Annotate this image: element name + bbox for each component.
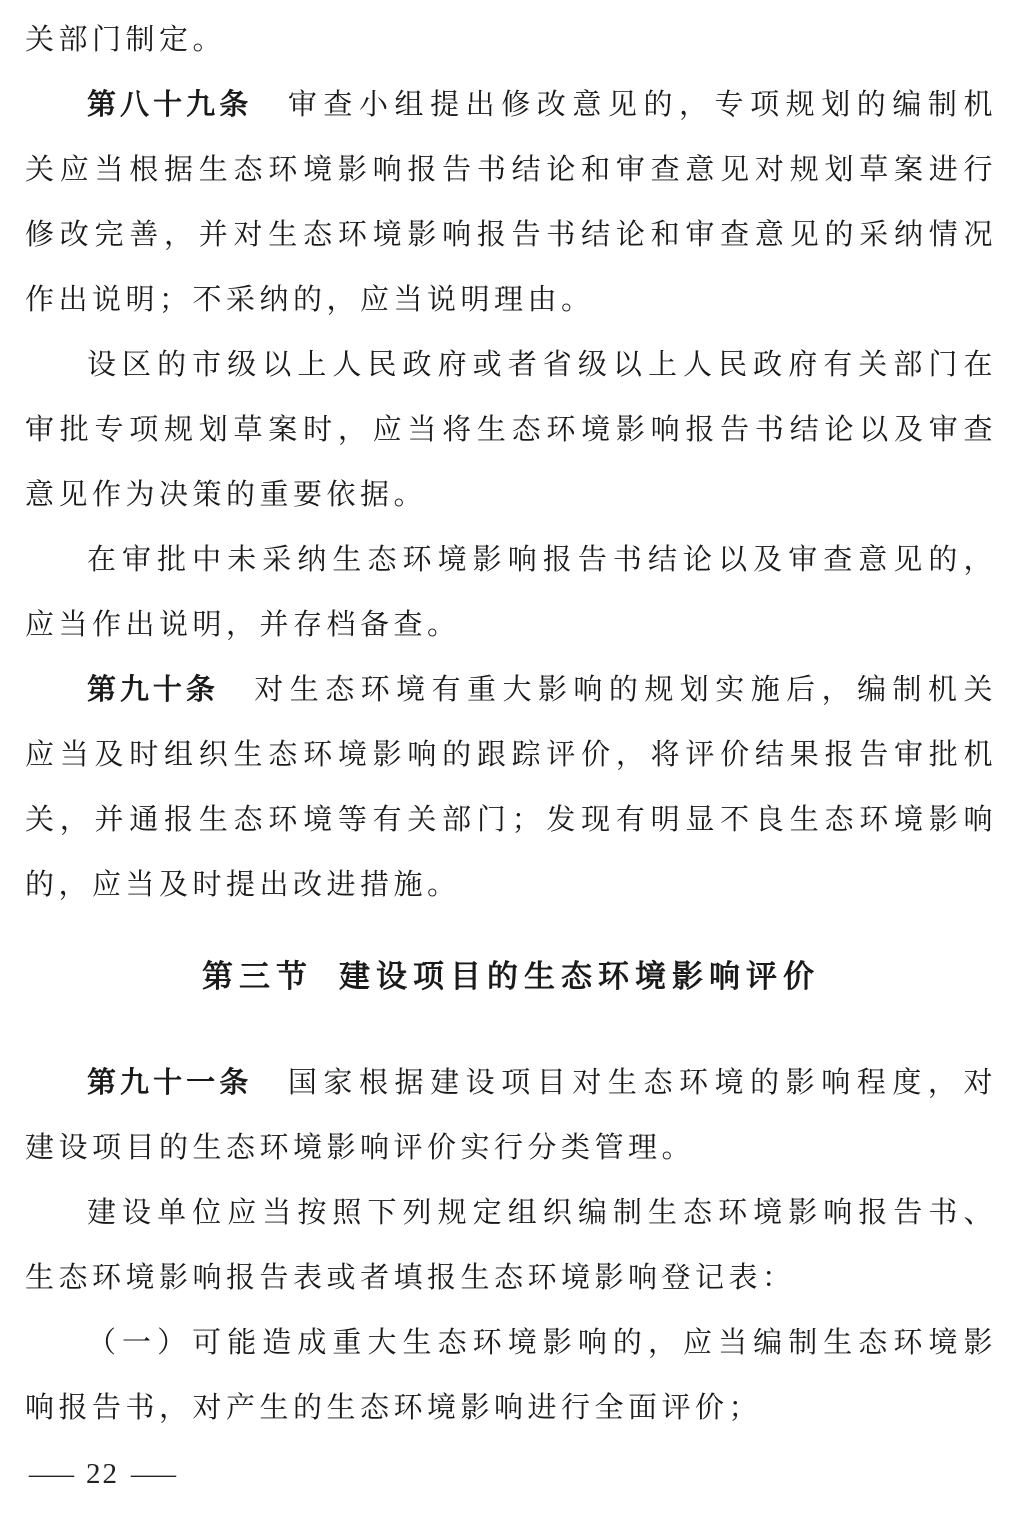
section-heading — [25, 944, 997, 1009]
text-line — [25, 658, 997, 723]
line-text: 在审批中未采纳生态环境影响报告书结论以及审查意见的， — [87, 544, 997, 576]
text-line — [25, 1246, 997, 1311]
page-footer — [0, 1455, 1024, 1493]
text-line — [25, 853, 997, 918]
vertical-spacer — [25, 1009, 997, 1051]
text-line — [25, 138, 997, 203]
footer-dash-left: — — [29, 1457, 74, 1490]
line-text: 意见作为决策的重要依据。 — [25, 479, 428, 511]
line-text: 应当及时组织生态环境影响的跟踪评价，将评价结果报告审批机 — [25, 739, 997, 771]
text-line — [25, 1051, 997, 1116]
line-text: 关，并通报生态环境等有关部门；发现有明显不良生态环境影响 — [25, 804, 997, 836]
section-title: 建设项目的生态环境影响评价 — [339, 959, 820, 994]
text-line — [25, 1116, 997, 1181]
line-text: 关应当根据生态环境影响报告书结论和审查意见对规划草案进行 — [25, 154, 997, 186]
line-text: 审查小组提出修改意见的，专项规划的编制机 — [252, 89, 997, 121]
line-text: 响报告书，对产生的生态环境影响进行全面评价； — [25, 1392, 763, 1424]
text-line — [25, 398, 997, 463]
article-number: 第九十一条 — [87, 1067, 253, 1099]
text-line — [25, 1311, 997, 1376]
text-line — [25, 203, 997, 268]
text-line — [25, 73, 997, 138]
text-line — [25, 268, 997, 333]
text-line — [25, 1181, 997, 1246]
text-line — [25, 593, 997, 658]
line-text: 应当作出说明，并存档备查。 — [25, 609, 461, 641]
line-text: 设区的市级以上人民政府或者省级以上人民政府有关部门在 — [87, 349, 997, 381]
line-text: 的，应当及时提出改进措施。 — [25, 869, 461, 901]
text-line — [25, 463, 997, 528]
line-text: 建设项目的生态环境影响评价实行分类管理。 — [25, 1132, 696, 1164]
line-text: 国家根据建设项目对生态环境的影响程度，对 — [252, 1067, 997, 1099]
article-number: 第八十九条 — [87, 89, 253, 121]
page-number: 22 — [86, 1457, 119, 1490]
text-line — [25, 8, 997, 73]
line-text: 作出说明；不采纳的，应当说明理由。 — [25, 284, 595, 316]
vertical-spacer — [25, 918, 997, 944]
text-line — [25, 788, 997, 853]
text-line — [25, 723, 997, 788]
line-text: 关部门制定。 — [25, 24, 227, 56]
text-line — [25, 1376, 997, 1441]
line-text: （一）可能造成重大生态环境影响的，应当编制生态环境影 — [87, 1327, 997, 1359]
text-line — [25, 333, 997, 398]
line-text: 建设单位应当按照下列规定组织编制生态环境影响报告书、 — [87, 1197, 997, 1229]
line-text: 修改完善，并对生态环境影响报告书结论和审查意见的采纳情况 — [25, 219, 997, 251]
article-number: 第九十条 — [87, 674, 219, 706]
footer-dash-right: — — [131, 1457, 176, 1490]
section-number: 第三节 — [202, 959, 313, 994]
text-line — [25, 528, 997, 593]
line-text: 对生态环境有重大影响的规划实施后，编制机关 — [218, 674, 997, 706]
line-text: 生态环境影响报告表或者填报生态环境影响登记表： — [25, 1262, 796, 1294]
line-text: 审批专项规划草案时，应当将生态环境影响报告书结论以及审查 — [25, 414, 997, 446]
